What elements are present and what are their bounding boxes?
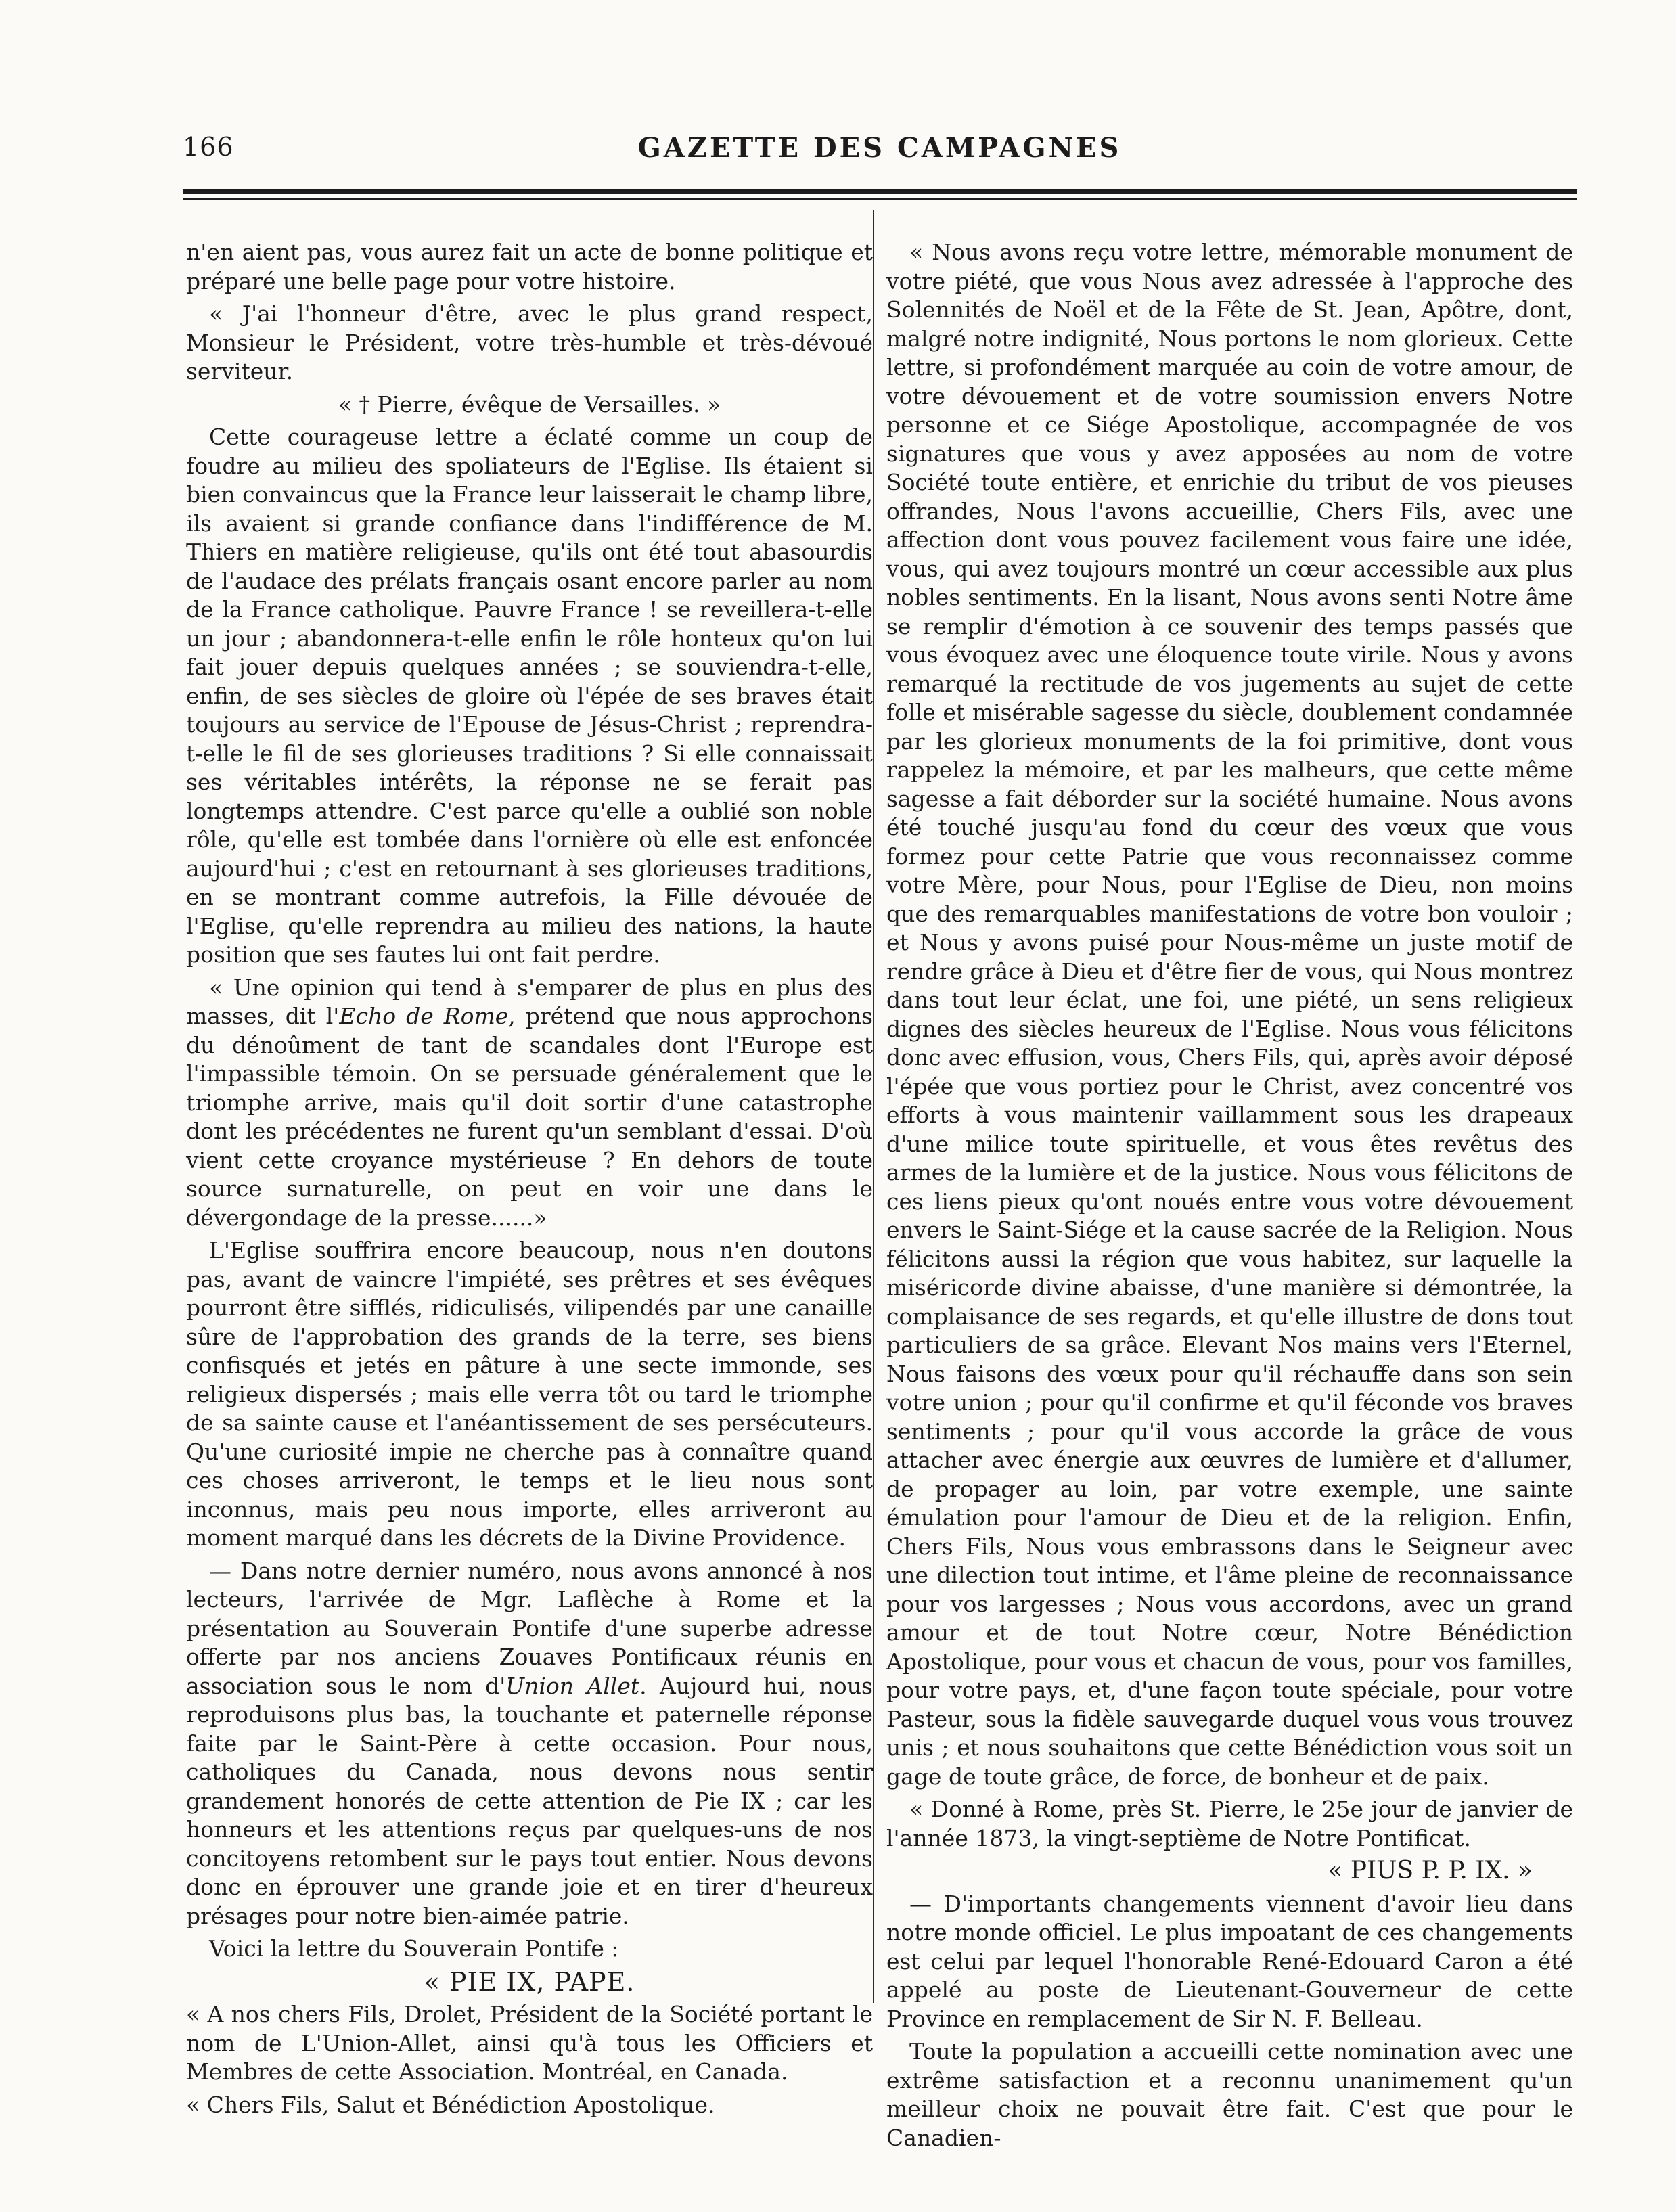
paragraph: « J'ai l'honneur d'être, avec le plus grand respect, Monsieur le Président, votre très-humble et très-dévoué serviteur. [186,300,873,384]
paragraph-text: « Une opinion qui tend à s'emparer de plus en plus des masses, dit l' [186,974,873,1029]
column-divider [873,210,874,2003]
paragraph: — D'importants changements viennent d'avoir lieu dans notre monde officiel. Le plus impoatant de ces changements est celui par lequel l'honorable René-Edouard Caron a été appelé au poste de Lieutenant-Gouverneur de cette Province en remplacement de Sir N. F. Belleau. [886,1890,1573,2032]
paragraph: « A nos chers Fils, Drolet, Président de la Société portant le nom de L'Union-Allet, ainsi qu'à tous les Officiers et Membres de cette Association. Montréal, en Canada. [186,2001,873,2085]
page-number: 166 [183,132,234,162]
paragraph-text: . Aujourd hui, nous reproduisons plus bas, la touchante et paternelle réponse faite par le Saint-Père à cette occasion. Pour nous, catholiques du Canada, nous devons nous sentir grandement honorés de cette attention de Pie IX ; car les honneurs et les attentions reçus par quelques-uns de nos concitoyens retombent sur le pays tout entier. Nous devons donc en éprouver une grande joie et en tirer d'heureux présages pour notre bien-aimée patrie. [186,1672,873,1929]
paragraph [186,1557,873,1931]
right-column [886,238,1573,2157]
paragraph: « Chers Fils, Salut et Bénédiction Apostolique. [186,2091,715,2118]
paragraph: Toute la population a accueilli cette nomination avec une extrême satisfaction et a reconnu unanimement qu'un meilleur choix ne pouvait être fait. C'est que pour le Canadien- [886,2038,1573,2151]
paragraph [186,974,873,1233]
paragraph: Voici la lettre du Souverain Pontife : [209,1935,619,1962]
newspaper-title: GAZETTE DES CAMPAGNES [637,132,1122,164]
paragraph-text: — Dans notre dernier numéro, nous avons annoncé à nos lecteurs, l'arrivée de Mgr. Laflèche à Rome et la présentation au Souverain Pontife d'une superbe adresse offerte par nos anciens Zouaves Pontificaux réunis en association sous le nom d' [186,1557,873,1699]
page-header [183,132,1577,173]
paragraph-text: , prétend que nous approchons du dénoûment de tant de scandales dont l'Europe est l'impassible témoin. On se persuade généralement que le triomphe arrive, mais qu'il doit sortir d'une catastrophe dont les précédentes ne furent qu'un semblant d'essai. D'où vient cette croyance mystérieuse ? En dehors de toute source surnaturelle, on peut en voir une dans le dévergondage de la presse......» [186,1003,873,1231]
paragraph: n'en aient pas, vous aurez fait un acte de bonne politique et préparé une belle page pour votre histoire. [186,239,873,294]
header-rule-thick [183,189,1577,194]
paragraph: « Donné à Rome, près St. Pierre, le 25e jour de janvier de l'année 1873, la vingt-septième de Notre Pontificat. [886,1796,1573,1851]
paragraph: Cette courageuse lettre a éclaté comme un coup de foudre au milieu des spoliateurs de l'Eglise. Ils étaient si bien convaincus que la France leur laisserait le champ libre, ils avaient si grande confiance dans l'indifférence de M. Thiers en matière religieuse, qu'ils ont été tout abasourdis de l'audace des prélats français osant encore parler au nom de la France catholique. Pauvre France ! se reveillera-t-elle un jour ; abandonnera-t-elle enfin le rôle honteux qu'on lui fait jouer depuis quelques années ; se souviendra-t-elle, enfin, de ses siècles de gloire où l'épée de ses braves était toujours au service de l'Epouse de Jésus-Christ ; reprendra-t-elle le fil de ses glorieuses traditions ? Si elle connaissait ses véritables intérêts, la réponse ne se ferait pas longtemps attendre. C'est parce qu'elle a oublié son noble rôle, qu'elle est tombée dans l'ornière où elle est enfoncée aujourd'hui ; c'est en retournant à ses glorieuses traditions, en se montrant comme autrefois, la Fille dévouée de l'Eglise, qu'elle reprendra au milieu des nations, la haute position que ses fautes lui ont fait perdre. [186,424,873,968]
bishop-signature: « † Pierre, évêque de Versailles. » [338,390,721,417]
association-name: Union Allet [505,1672,640,1699]
left-column [186,238,873,2123]
paragraph: « Nous avons reçu votre lettre, mémorable monument de votre piété, que vous Nous avez adressée à l'approche des Solennités de Noël et de la Fête de St. Jean, Apôtre, dont, malgré notre indignité, Nous portons le nom glorieux. Cette lettre, si profondément marquée au coin de votre amour, de votre dévouement et de votre soumission envers Notre personne et ce Siége Apostolique, accompagnée de vos signatures que vous y avez apposées au nom de votre Société toute entière, et enrichie du tribut de vos pieuses offrandes, Nous l'avons accueillie, Chers Fils, avec une affection dont vous pouvez facilement vous faire une idée, vous, qui avez toujours montré un cœur accessible aux plus nobles sentiments. En la lisant, Nous avons senti Notre âme se remplir d'émotion à ce souvenir des temps passés que vous évoquez avec une éloquence toute virile. Nous y avons remarqué la rectitude de vos jugements au sujet de cette folle et misérable sagesse du siècle, doublement condamnée par les glorieux monuments de la foi primitive, dont vous rappelez la mémoire, et par les malheurs, que cette même sagesse a fait déborder sur la société humaine. Nous avons été touché jusqu'au fond du cœur des vœux que vous formez pour cette Patrie que vous reconnaissez comme votre Mère, pour Nous, pour l'Eglise de Dieu, non moins que des remarquables manifestations de votre bon vouloir ; et Nous y avons puisé pour Nous-même un juste motif de rendre grâce à Dieu et d'être fier de vous, qui Nous montrez dans tout leur éclat, une foi, une piété, un sens religieux dignes des siècles heureux de l'Eglise. Nous vous félicitons donc avec effusion, vous, Chers Fils, qui, après avoir déposé l'épée que vous portiez pour le Christ, avez concentré vos efforts à vous maintenir vaillamment sous les drapeaux d'une milice toute spirituelle, et vous êtes revêtus des armes de la lumière et de la justice. Nous vous félicitons de ces liens pieux qu'ont noués entre vous votre dévouement envers le Saint-Siége et la cause sacrée de la Religion. Nous félicitons aussi la région que vous habitez, sur laquelle la miséricorde divine abaisse, d'une manière si démontrée, la complaisance de ses regards, et qu'elle illustre de dons tout particuliers de sa grâce. Elevant Nos mains vers l'Eternel, Nous faisons des vœux pour qu'il réchauffe dans son sein votre union ; pour qu'il confirme et qu'il féconde vos braves sentiments ; pour qu'il vous accorde la grâce de vous attacher avec énergie aux œuvres de lumière et d'allumer, de propager au loin, par votre exemple, une sainte émulation pour l'amour de Dieu et de la religion. Enfin, Chers Fils, Nous vous embrassons dans le Seigneur avec une dilection tout intime, et l'âme pleine de reconnaissance pour vos largesses ; Nous vous accordons, avec un grand amour et de tout Notre cœur, Notre Bénédiction Apostolique, pour vous et chacun de vous, pour vos familles, pour votre pays, et, d'une façon toute spéciale, pour votre Pasteur, sous la fidèle sauvegarde duquel vous vous trouvez unis ; et nous souhaitons que cette Bénédiction vous soit un gage de toute grâce, de force, de bonheur et de paix. [886,239,1573,1790]
publication-name: Echo de Rome [339,1003,509,1029]
paragraph: L'Eglise souffrira encore beaucoup, nous n'en doutons pas, avant de vaincre l'impiété, ses prêtres et ses évêques pourront être sifflés, ridiculisés, vilipendés par une canaille sûre de l'approbation des grands de la terre, ses biens confisqués et jetés en pâture à une secte immonde, ses religieux dispersés ; mais elle verra tôt ou tard le triomphe de sa sainte cause et l'anéantissement de ses persécuteurs. Qu'une curiosité impie ne cherche pas à connaître quand ces choses arriveront, le temps et le lieu nous sont inconnus, mais peu nous importe, elles arriveront au moment marqué dans les décrets de la Divine Providence. [186,1237,873,1551]
letter-heading: « PIE IX, PAPE. [424,1966,635,1997]
pope-signature: « PIUS P. P. IX. » [1328,1857,1533,1884]
header-rule-thin [183,198,1577,200]
